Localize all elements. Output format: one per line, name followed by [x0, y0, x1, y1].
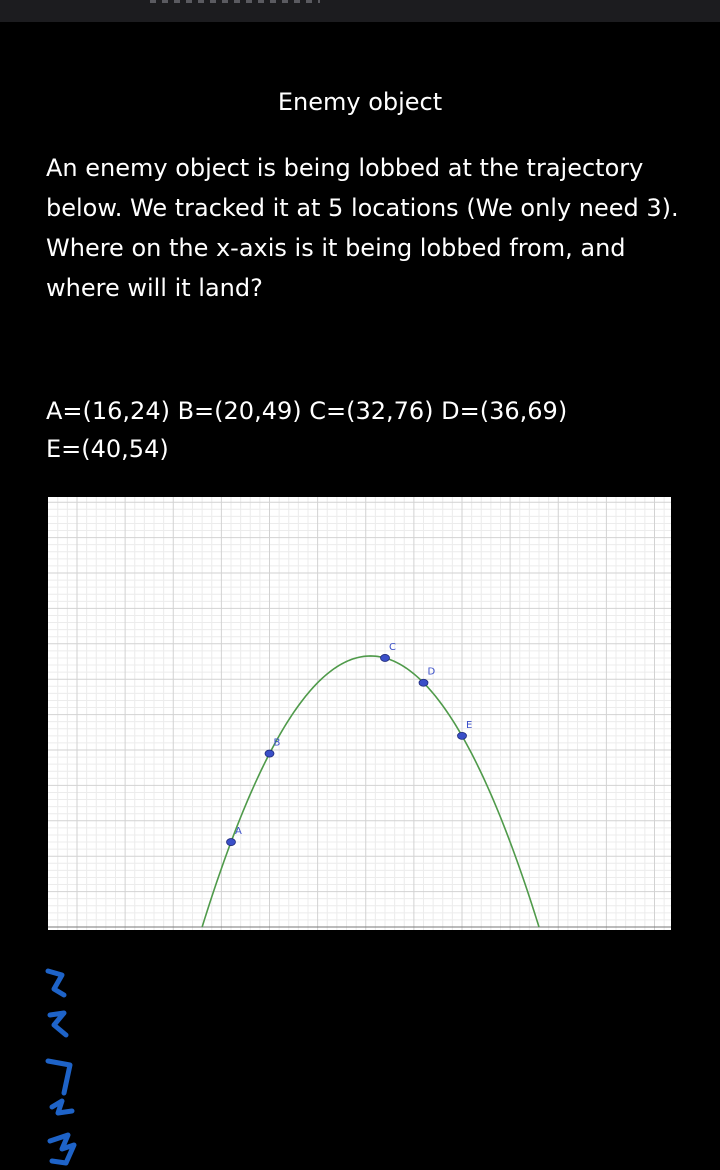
point-c	[381, 654, 390, 661]
grid-minor-lines	[48, 497, 671, 930]
point-label-a: A	[235, 826, 242, 838]
point-d	[419, 679, 428, 686]
point-label-e: E	[466, 719, 473, 731]
point-a	[227, 839, 236, 846]
points-line-2: E=(40,54)	[46, 435, 169, 463]
problem-text: An enemy object is being lobbed at the trajectory below. We tracked it at 5 locations (We only need 3). Where on the x-axis is it being lobbed from, and where will it land?	[46, 154, 679, 302]
trajectory-graph-svg	[48, 497, 671, 930]
point-label-b: B	[273, 737, 281, 749]
point-label-d: D	[427, 666, 436, 678]
point-label-c: C	[389, 641, 396, 653]
app-top-bar	[0, 0, 720, 22]
handwriting-scribble	[40, 965, 120, 1170]
point-e	[458, 732, 467, 739]
trajectory-graph	[48, 497, 671, 930]
points-line-1: A=(16,24) B=(20,49) C=(32,76) D=(36,69)	[46, 397, 568, 425]
point-b	[265, 750, 274, 757]
top-bar-residue	[150, 0, 320, 3]
tracked-points-text	[46, 392, 686, 468]
trajectory-curve	[202, 656, 539, 927]
slide-title: Enemy object	[277, 88, 443, 116]
